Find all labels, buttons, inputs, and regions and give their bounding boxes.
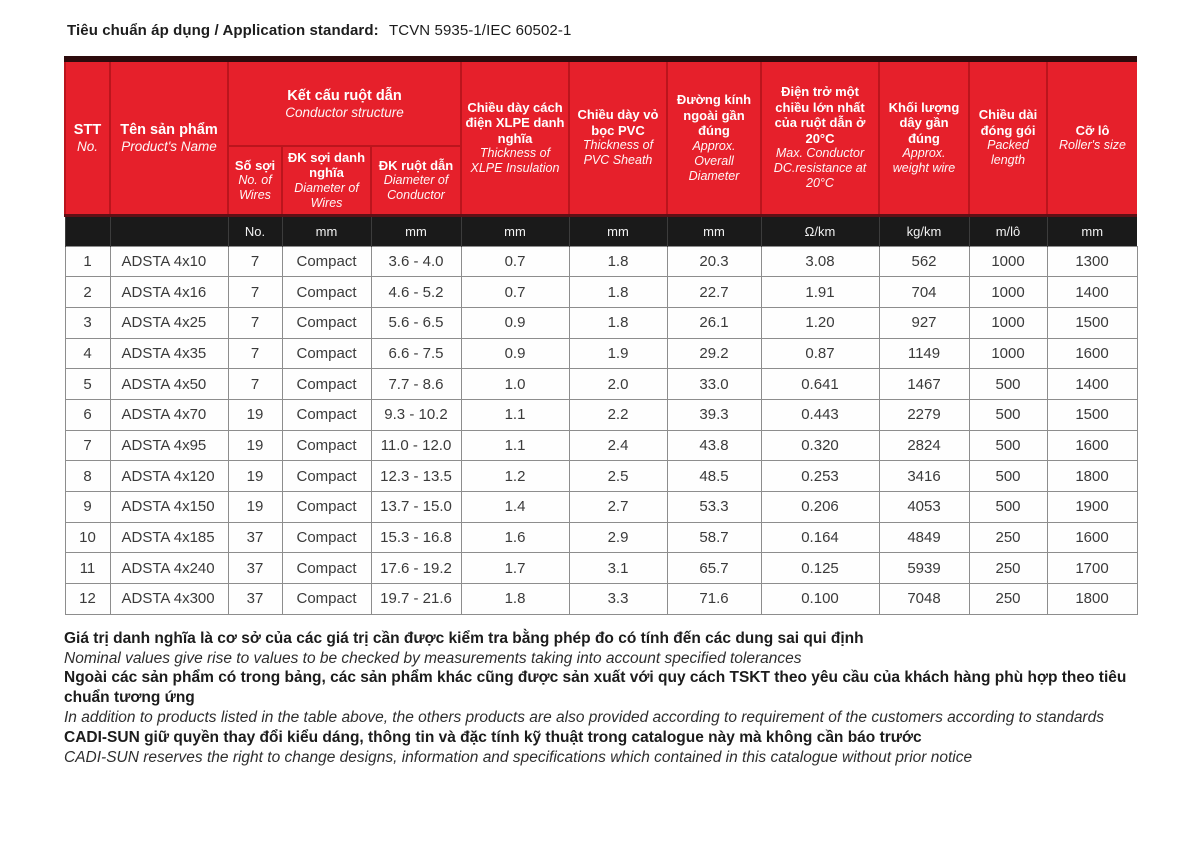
header-stt: [65, 59, 110, 215]
table-cell: 1.2: [461, 461, 569, 492]
standard-value: TCVN 5935-1/IEC 60502-1: [389, 22, 572, 39]
table-cell: 17.6 - 19.2: [371, 553, 461, 584]
header-resistance-vn: Điện trở một chiều lớn nhất của ruột dẫn ở 20°C: [774, 84, 866, 146]
header-weight-vn: Khối lượng dây gần đúng: [888, 99, 960, 146]
table-cell: 53.3: [667, 492, 761, 523]
table-cell: 0.7: [461, 246, 569, 277]
page-title: [67, 22, 1200, 39]
header-packed-en: Packed length: [987, 138, 1029, 168]
header-num-wires-en: No. of Wires: [238, 173, 272, 202]
table-cell: 3: [65, 307, 110, 338]
table-cell: 0.320: [761, 430, 879, 461]
table-cell: 7: [65, 430, 110, 461]
table-cell: 4.6 - 5.2: [371, 277, 461, 308]
header-roller-size: [1047, 59, 1137, 215]
table-cell: 5939: [879, 553, 969, 584]
table-row: [65, 584, 1137, 615]
table-cell: 0.9: [461, 338, 569, 369]
table-cell: 1467: [879, 369, 969, 400]
table-cell: 2.2: [569, 399, 667, 430]
table-cell: 11: [65, 553, 110, 584]
unit-cell: [65, 215, 110, 246]
footer-notes: [64, 629, 1139, 768]
header-conductor-group-en: Conductor structure: [285, 104, 404, 120]
note-rights-en: CADI-SUN reserves the right to change designs, information and specifications which contained in this catalogue without prior notice: [64, 748, 973, 766]
unit-cell: m/lô: [969, 215, 1047, 246]
product-name-cell: ADSTA 4x150: [110, 492, 228, 523]
note-nominal-vn: Giá trị danh nghĩa là cơ sở của các giá trị cần được kiểm tra bằng phép đo có tính đến các dung sai qui định: [64, 629, 864, 647]
table-cell: 5.6 - 6.5: [371, 307, 461, 338]
table-row: [65, 430, 1137, 461]
table-cell: 1000: [969, 277, 1047, 308]
product-name-cell: ADSTA 4x70: [110, 399, 228, 430]
table-cell: 33.0: [667, 369, 761, 400]
table-cell: 19: [228, 430, 282, 461]
product-name-cell: ADSTA 4x10: [110, 246, 228, 277]
header-conductor-diameter-en: Diameter of Conductor: [383, 173, 449, 202]
header-weight-en: Approx. weight wire: [892, 146, 956, 175]
header-conductor-diameter-vn: ĐK ruột dẫn: [378, 157, 454, 173]
table-cell: 37: [228, 522, 282, 553]
table-cell: 29.2: [667, 338, 761, 369]
table-cell: 1.8: [461, 584, 569, 615]
table-cell: 12.3 - 13.5: [371, 461, 461, 492]
table-cell: 6: [65, 399, 110, 430]
spec-table-body: [65, 246, 1137, 614]
header-roller-en: Roller's size: [1059, 138, 1126, 152]
table-row: [65, 246, 1137, 277]
product-name-cell: ADSTA 4x185: [110, 522, 228, 553]
table-cell: Compact: [282, 277, 371, 308]
table-cell: 5: [65, 369, 110, 400]
header-pvc-vn: Chiều dày vỏ bọc PVC: [577, 107, 659, 138]
table-cell: 0.206: [761, 492, 879, 523]
table-cell: 3.3: [569, 584, 667, 615]
table-cell: 58.7: [667, 522, 761, 553]
table-cell: Compact: [282, 246, 371, 277]
product-name-cell: ADSTA 4x16: [110, 277, 228, 308]
table-cell: 7: [228, 338, 282, 369]
table-cell: 4: [65, 338, 110, 369]
table-cell: 65.7: [667, 553, 761, 584]
header-packed-length: [969, 59, 1047, 215]
header-xlpe-thickness: [461, 59, 569, 215]
header-product-vn: Tên sản phẩm: [120, 121, 218, 138]
table-cell: 3416: [879, 461, 969, 492]
table-cell: 1.8: [569, 277, 667, 308]
table-cell: 3.08: [761, 246, 879, 277]
table-cell: 1.7: [461, 553, 569, 584]
table-cell: 1800: [1047, 584, 1137, 615]
note-other-products-en: In addition to products listed in the table above, the others products are also provided according to requirement of the customers according to standards: [64, 708, 1104, 726]
header-stt-vn: STT: [73, 121, 102, 138]
table-cell: 6.6 - 7.5: [371, 338, 461, 369]
table-cell: Compact: [282, 584, 371, 615]
table-cell: 1.6: [461, 522, 569, 553]
table-cell: Compact: [282, 369, 371, 400]
header-dc-resistance: [761, 59, 879, 215]
unit-cell: mm: [282, 215, 371, 246]
table-cell: 1.1: [461, 430, 569, 461]
header-overall-en: Approx. Overall Diameter: [688, 138, 740, 183]
table-cell: 2.9: [569, 522, 667, 553]
table-cell: 20.3: [667, 246, 761, 277]
header-overall-vn: Đường kính ngoài gần đúng: [676, 92, 752, 138]
table-cell: 500: [969, 399, 1047, 430]
note-nominal-en: Nominal values give rise to values to be checked by measurements taking into account specified tolerances: [64, 649, 802, 667]
table-cell: 19: [228, 461, 282, 492]
header-num-wires: [228, 146, 282, 215]
table-cell: Compact: [282, 338, 371, 369]
product-name-cell: ADSTA 4x35: [110, 338, 228, 369]
unit-cell: mm: [569, 215, 667, 246]
table-cell: 927: [879, 307, 969, 338]
table-cell: 0.253: [761, 461, 879, 492]
header-product-name: [110, 59, 228, 215]
table-cell: 22.7: [667, 277, 761, 308]
header-weight: [879, 59, 969, 215]
table-cell: 4849: [879, 522, 969, 553]
table-cell: 1800: [1047, 461, 1137, 492]
table-cell: Compact: [282, 307, 371, 338]
header-pvc-thickness: [569, 59, 667, 215]
table-cell: 19: [228, 399, 282, 430]
header-conductor-structure-group: [228, 59, 461, 146]
table-cell: 2.7: [569, 492, 667, 523]
unit-cell: No.: [228, 215, 282, 246]
unit-cell: mm: [461, 215, 569, 246]
table-cell: 500: [969, 369, 1047, 400]
table-cell: 2.0: [569, 369, 667, 400]
header-num-wires-vn: Số sợi: [234, 157, 276, 173]
table-cell: 15.3 - 16.8: [371, 522, 461, 553]
table-row: [65, 369, 1137, 400]
product-name-cell: ADSTA 4x300: [110, 584, 228, 615]
table-cell: 1000: [969, 307, 1047, 338]
table-cell: 1900: [1047, 492, 1137, 523]
table-cell: 250: [969, 522, 1047, 553]
header-product-en: Product's Name: [121, 138, 217, 154]
table-cell: 48.5: [667, 461, 761, 492]
table-cell: 0.443: [761, 399, 879, 430]
header-wire-diameter: [282, 146, 371, 215]
table-cell: 1700: [1047, 553, 1137, 584]
table-cell: 19.7 - 21.6: [371, 584, 461, 615]
table-row: [65, 492, 1137, 523]
unit-cell: Ω/km: [761, 215, 879, 246]
table-cell: 704: [879, 277, 969, 308]
table-cell: 1.4: [461, 492, 569, 523]
cable-spec-table: [64, 56, 1138, 615]
table-cell: 1.8: [569, 246, 667, 277]
table-cell: 1500: [1047, 307, 1137, 338]
product-name-cell: ADSTA 4x240: [110, 553, 228, 584]
table-cell: 1000: [969, 246, 1047, 277]
table-row: [65, 338, 1137, 369]
table-cell: 43.8: [667, 430, 761, 461]
unit-cell: mm: [371, 215, 461, 246]
header-roller-vn: Cỡ lô: [1075, 122, 1110, 138]
table-row: [65, 522, 1137, 553]
table-cell: 9: [65, 492, 110, 523]
note-other-products-vn: Ngoài các sản phẩm có trong bảng, các sản phẩm khác cũng được sản xuất với quy cách TSKT theo yêu cầu của khách hàng phù hợp theo tiêu chuẩn tương ứng: [64, 669, 1127, 707]
header-conductor-group-vn: Kết cấu ruột dẫn: [287, 87, 402, 104]
table-cell: 7: [228, 307, 282, 338]
header-stt-en: No.: [76, 138, 98, 154]
table-cell: 1.0: [461, 369, 569, 400]
table-cell: 562: [879, 246, 969, 277]
table-cell: 11.0 - 12.0: [371, 430, 461, 461]
table-cell: 0.100: [761, 584, 879, 615]
table-cell: 39.3: [667, 399, 761, 430]
header-wire-diameter-vn: ĐK sợi danh nghĩa: [287, 149, 366, 181]
standard-label: Tiêu chuẩn áp dụng / Application standard:: [67, 22, 379, 39]
table-cell: Compact: [282, 399, 371, 430]
header-xlpe-vn: Chiều dày cách điện XLPE danh nghĩa: [465, 99, 565, 146]
table-row: [65, 461, 1137, 492]
table-cell: 250: [969, 584, 1047, 615]
table-cell: 7: [228, 369, 282, 400]
unit-cell: kg/km: [879, 215, 969, 246]
table-cell: 12: [65, 584, 110, 615]
table-cell: 500: [969, 461, 1047, 492]
table-cell: 2824: [879, 430, 969, 461]
table-cell: Compact: [282, 553, 371, 584]
table-row: [65, 553, 1137, 584]
table-cell: 500: [969, 492, 1047, 523]
table-cell: 26.1: [667, 307, 761, 338]
table-cell: 1.91: [761, 277, 879, 308]
header-xlpe-en: Thickness of XLPE Insulation: [470, 146, 560, 175]
table-cell: 2.4: [569, 430, 667, 461]
table-cell: 3.6 - 4.0: [371, 246, 461, 277]
table-cell: 500: [969, 430, 1047, 461]
table-cell: 1149: [879, 338, 969, 369]
table-cell: Compact: [282, 461, 371, 492]
table-cell: 8: [65, 461, 110, 492]
table-cell: 0.641: [761, 369, 879, 400]
table-cell: 37: [228, 584, 282, 615]
product-name-cell: ADSTA 4x25: [110, 307, 228, 338]
table-cell: Compact: [282, 430, 371, 461]
unit-cell: mm: [1047, 215, 1137, 246]
table-cell: 0.7: [461, 277, 569, 308]
table-cell: 1600: [1047, 430, 1137, 461]
header-wire-diameter-en: Diameter of Wires: [294, 180, 359, 210]
table-cell: Compact: [282, 522, 371, 553]
table-cell: 7: [228, 246, 282, 277]
table-cell: 0.87: [761, 338, 879, 369]
header-overall-diameter: [667, 59, 761, 215]
table-cell: 3.1: [569, 553, 667, 584]
product-name-cell: ADSTA 4x50: [110, 369, 228, 400]
table-cell: 1500: [1047, 399, 1137, 430]
table-cell: 1: [65, 246, 110, 277]
table-cell: 1600: [1047, 338, 1137, 369]
table-cell: 7048: [879, 584, 969, 615]
table-cell: 1000: [969, 338, 1047, 369]
table-cell: 2: [65, 277, 110, 308]
table-cell: 10: [65, 522, 110, 553]
table-cell: Compact: [282, 492, 371, 523]
table-cell: 1.8: [569, 307, 667, 338]
header-pvc-en: Thickness of PVC Sheath: [582, 138, 654, 168]
table-cell: 71.6: [667, 584, 761, 615]
table-cell: 9.3 - 10.2: [371, 399, 461, 430]
table-cell: 2279: [879, 399, 969, 430]
table-cell: 1.1: [461, 399, 569, 430]
unit-cell: mm: [667, 215, 761, 246]
table-row: [65, 307, 1137, 338]
product-name-cell: ADSTA 4x95: [110, 430, 228, 461]
table-cell: 19: [228, 492, 282, 523]
units-row: [65, 215, 1137, 246]
table-cell: 250: [969, 553, 1047, 584]
table-cell: 0.164: [761, 522, 879, 553]
table-row: [65, 277, 1137, 308]
table-cell: 37: [228, 553, 282, 584]
table-cell: 13.7 - 15.0: [371, 492, 461, 523]
table-cell: 1.9: [569, 338, 667, 369]
table-cell: 0.125: [761, 553, 879, 584]
table-cell: 0.9: [461, 307, 569, 338]
unit-cell: [110, 215, 228, 246]
product-name-cell: ADSTA 4x120: [110, 461, 228, 492]
table-cell: 1400: [1047, 369, 1137, 400]
table-cell: 7: [228, 277, 282, 308]
header-conductor-diameter: [371, 146, 461, 215]
table-row: [65, 399, 1137, 430]
table-cell: 7.7 - 8.6: [371, 369, 461, 400]
table-cell: 1.20: [761, 307, 879, 338]
note-rights-vn: CADI-SUN giữ quyền thay đổi kiểu dáng, thông tin và đặc tính kỹ thuật trong catalogue này mà không cần báo trước: [64, 728, 922, 746]
table-cell: 4053: [879, 492, 969, 523]
table-cell: 2.5: [569, 461, 667, 492]
table-cell: 1300: [1047, 246, 1137, 277]
header-packed-vn: Chiều dài đóng gói: [978, 107, 1038, 138]
header-resistance-en: Max. Conductor DC.resistance at 20°C: [773, 146, 867, 191]
table-cell: 1400: [1047, 277, 1137, 308]
table-cell: 1600: [1047, 522, 1137, 553]
